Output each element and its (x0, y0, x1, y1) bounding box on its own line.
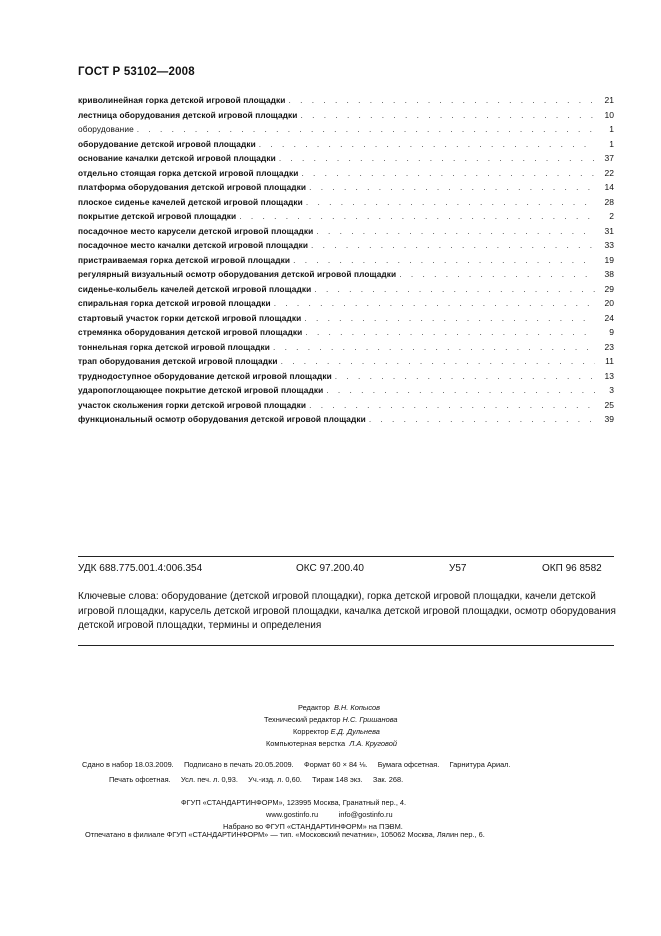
index-term: стартовый участок горки детской игровой площадки (78, 312, 302, 323)
layout-name: Л.А. Круговой (349, 739, 397, 748)
index-term: сиденье-колыбель качелей детской игровой площадки (78, 283, 312, 294)
leader-dots (369, 414, 595, 424)
index-entry (78, 139, 614, 154)
publisher-web-line: www.gostinfo.ru info@gostinfo.ru (266, 810, 393, 819)
index-entry (78, 240, 614, 255)
index-page-number: 23 (604, 341, 614, 352)
index-page-number: 1 (609, 124, 614, 134)
divider-top (78, 556, 614, 557)
print-info-line-2: Печать офсетная. Усл. печ. л. 0,93. Уч.-изд. л. 0,60. Тираж 148 экз. Зак. 268. (109, 775, 404, 784)
oks-code: ОКС 97.200.40 (296, 563, 364, 574)
leader-dots (274, 298, 595, 308)
index-term: платформа оборудования детской игровой площадки (78, 182, 307, 192)
leader-dots (309, 400, 595, 410)
index-term: тоннельная горка детской игровой площадки (78, 341, 270, 352)
index-entry (78, 327, 614, 342)
index-term: криволинейная горка детской игровой площадки (78, 95, 286, 105)
publisher-line-3: Набрано во ФГУП «СТАНДАРТИНФОРМ» на ПЭВМ. (223, 822, 403, 831)
index-page-number: 13 (604, 370, 614, 381)
udk-code: УДК 688.775.001.4:006.354 (78, 563, 203, 574)
leader-dots (259, 139, 595, 149)
index-entry (78, 269, 614, 284)
leader-dots (279, 153, 595, 163)
index-page-number: 3 (609, 385, 614, 395)
corrector-label: Корректор (293, 727, 329, 736)
index-entry (78, 226, 614, 241)
index-entry (78, 110, 614, 125)
editor-line (298, 703, 380, 712)
index-page-number: 11 (605, 356, 614, 366)
index-term: оборудование детской игровой площадки (78, 138, 256, 149)
index-entry (78, 371, 614, 386)
index-entry (78, 211, 614, 226)
leader-dots (305, 327, 595, 337)
index-entry (78, 197, 614, 212)
index-entry (78, 95, 614, 110)
index-page-number: 2 (609, 211, 614, 221)
index-entry (78, 385, 614, 400)
index-entry (78, 124, 614, 139)
layout-label: Компьютерная верстка (266, 739, 346, 748)
tech-editor-label: Технический редактор (264, 715, 341, 724)
index-term: отдельно стоящая горка детской игровой площадки (78, 167, 299, 178)
index-term: регулярный визуальный осмотр оборудования детской игровой площадки (78, 269, 397, 279)
index-page-number: 25 (604, 399, 614, 410)
document-code-header: ГОСТ Р 53102—2008 (78, 66, 195, 78)
u-code: У57 (449, 563, 467, 574)
index-page-number: 37 (604, 153, 614, 163)
index-page-number: 24 (604, 312, 614, 323)
index-term: функциональный осмотр оборудования детской игровой площадки (78, 414, 366, 424)
leader-dots (314, 284, 595, 294)
corrector-line (293, 727, 380, 736)
layout-line (266, 739, 397, 748)
index-page-number: 22 (604, 167, 614, 178)
index-page-number: 39 (604, 414, 614, 424)
index-page-number: 29 (604, 283, 614, 294)
index-page-number: 33 (604, 240, 614, 250)
index-term: спиральная горка детской игровой площадки (78, 298, 271, 308)
leader-dots (311, 240, 595, 250)
leader-dots (281, 356, 595, 366)
leader-dots (399, 269, 595, 279)
index-page-number: 31 (604, 225, 614, 236)
index-entry (78, 284, 614, 299)
index-entry (78, 342, 614, 357)
leader-dots (137, 124, 595, 134)
publisher-line-4: Отпечатано в филиале ФГУП «СТАНДАРТИНФОРМ» — тип. «Московский печатник», 105062 Москва, Лялин пер., 6. (85, 830, 485, 839)
index-term: лестница оборудования детской игровой площадки (78, 109, 298, 120)
leader-dots (335, 371, 595, 381)
index-term: стремянка оборудования детской игровой площадки (78, 327, 303, 337)
index-page-number: 20 (604, 298, 614, 308)
index-entry (78, 153, 614, 168)
index-page-number: 28 (604, 196, 614, 207)
index-entry (78, 414, 614, 429)
leader-dots (326, 385, 595, 395)
index-page-number: 21 (604, 95, 614, 105)
index-entry (78, 182, 614, 197)
print-info-line-1: Сдано в набор 18.03.2009. Подписано в печать 20.05.2009. Формат 60 × 84 ⅛. Бумага офсетная. Гарнитура Ариал. (82, 760, 511, 769)
index-page-number: 1 (609, 138, 614, 149)
index-term: пристраиваемая горка детской игровой площадки (78, 254, 291, 265)
index-page-number: 19 (604, 254, 614, 265)
leader-dots (316, 226, 595, 236)
leader-dots (301, 168, 595, 178)
leader-dots (309, 182, 595, 192)
index-page-number: 10 (604, 109, 614, 120)
index-term: основание качалки детской игровой площадки (78, 153, 276, 163)
index-page-number: 9 (609, 327, 614, 337)
keywords-paragraph: Ключевые слова: оборудование (детской игровой площадки), горка детской игровой площадки, качели детской игровой площадки, карусель детской игровой площадки, качалка детской игровой площадки, осмотр оборудования детской игровой площадки, термины и определения (78, 591, 616, 631)
index-entry (78, 298, 614, 313)
editor-label: Редактор (298, 703, 330, 712)
index-term: плоское сиденье качелей детской игровой площадки (78, 196, 303, 207)
index-term: посадочное место карусели детской игровой площадки (78, 225, 314, 236)
corrector-name: Е.Д. Дульнева (330, 727, 380, 736)
divider-bottom (78, 645, 614, 646)
leader-dots (289, 95, 596, 105)
index-entry (78, 168, 614, 183)
tech-editor-line (264, 715, 398, 724)
leader-dots (273, 342, 595, 352)
index-term: трап оборудования детской игровой площадки (78, 356, 278, 366)
index-term: посадочное место качалки детской игровой площадки (78, 240, 309, 250)
alphabetical-term-index (78, 95, 614, 429)
leader-dots (306, 197, 595, 207)
tech-editor-name: Н.С. Гришанова (342, 715, 398, 724)
index-term: ударопоглощающее покрытие детской игровой площадки (78, 385, 324, 395)
index-entry (78, 313, 614, 328)
leader-dots (301, 110, 596, 120)
editor-name: В.Н. Копысов (333, 703, 380, 712)
index-entry (78, 400, 614, 415)
index-term: труднодоступное оборудование детской игровой площадки (78, 370, 332, 381)
index-term: оборудование (78, 124, 134, 134)
index-page-number: 14 (604, 182, 614, 192)
leader-dots (239, 211, 595, 221)
index-entry (78, 255, 614, 270)
index-term: покрытие детской игровой площадки (78, 211, 237, 221)
publisher-line-1: ФГУП «СТАНДАРТИНФОРМ», 123995 Москва, Гранатный пер., 4. (181, 798, 407, 807)
index-term: участок скольжения горки детской игровой площадки (78, 399, 307, 410)
leader-dots (293, 255, 595, 265)
okp-code: ОКП 96 8582 (542, 563, 602, 574)
leader-dots (304, 313, 595, 323)
index-page-number: 38 (604, 269, 614, 279)
index-entry (78, 356, 614, 371)
